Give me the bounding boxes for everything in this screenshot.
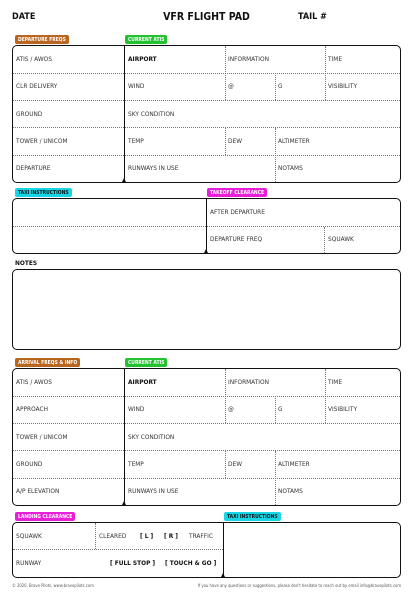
arr-ap-elevation: A/P ELEVATION [16,487,60,495]
landing-right-option: [ R ] [164,532,178,540]
arr-notams: NOTAMS [278,487,303,495]
landing-runway: RUNWAY [16,559,42,567]
takeoff-squawk: SQUAWK [328,235,354,243]
arr-temp: TEMP [128,460,144,468]
arr-freq-tower: TOWER / UNICOM [16,433,68,441]
dep-notams: NOTAMS [278,164,303,172]
arr-dew: DEW [228,460,242,468]
arrival-box [12,368,401,506]
arrival-atis-tag: CURRENT ATIS [125,358,167,367]
landing-taxi-tag: TAXI INSTRUCTIONS [224,512,281,521]
arr-airport: AIRPORT [128,378,157,386]
arrival-divider [124,369,125,505]
departure-divider [124,46,125,182]
arr-sky: SKY CONDITION [128,433,175,441]
dep-gust: G [278,82,283,90]
dep-airport: AIRPORT [128,55,157,63]
landing-full-stop: [ FULL STOP ] [110,559,156,567]
dep-temp: TEMP [128,137,144,145]
notes-label: NOTES [15,259,38,267]
tail-label: TAIL # [298,12,327,22]
footer-copyright: © 2020, Brave Pilots, www.bravepilots.com [12,583,94,588]
dep-dew: DEW [228,137,242,145]
landing-left-option: [ L ] [140,532,154,540]
landing-marker [221,573,225,577]
landing-traffic: TRAFFIC [189,532,213,540]
arr-freq-approach: APPROACH [16,405,48,413]
departure-freqs-tag: DEPARTURE FREQS [15,35,69,44]
departure-freq: DEPARTURE FREQ [210,235,263,243]
dep-wind: WIND [128,82,145,90]
dep-wind-at: @ [228,82,234,90]
departure-box [12,45,401,183]
landing-box [12,522,401,578]
dep-freq-clr: CLR DELIVERY [16,82,58,90]
landing-cleared: CLEARED [99,532,127,540]
taxi-marker [204,249,208,253]
dep-visibility: VISIBILITY [328,82,358,90]
arr-freq-ground: GROUND [16,460,43,468]
arrival-freqs-tag: ARRIVAL FREQS & INFO [15,358,80,367]
landing-divider [223,523,224,577]
landing-touch-go: [ TOUCH & GO ] [165,559,217,567]
dep-freq-tower: TOWER / UNICOM [16,137,68,145]
landing-clearance-tag: LANDING CLEARANCE [15,512,75,521]
dep-time: TIME [328,55,343,63]
arr-freq-atis: ATIS / AWOS [16,378,52,386]
departure-marker [122,178,126,182]
takeoff-clearance-tag: TAKEOFF CLEARANCE [207,188,267,197]
arr-altimeter: ALTIMETER [278,460,310,468]
dep-altimeter: ALTIMETER [278,137,310,145]
arr-wind: WIND [128,405,145,413]
dep-freq-ground: GROUND [16,110,43,118]
arr-wind-at: @ [228,405,234,413]
after-departure: AFTER DEPARTURE [210,208,265,216]
footer-contact: If you have any questions or suggestions, please don't hesitate to reach out by email info@bravepilots.com [197,583,401,588]
arrival-marker [122,501,126,505]
dep-freq-atis: ATIS / AWOS [16,55,52,63]
date-label: DATE [12,12,36,22]
arr-visibility: VISIBILITY [328,405,358,413]
page-title: VFR FLIGHT PAD [163,11,250,23]
dep-runways: RUNWAYS IN USE [128,164,179,172]
arr-time: TIME [328,378,343,386]
dep-information: INFORMATION [228,55,269,63]
landing-squawk: SQUAWK [16,532,42,540]
arr-runways: RUNWAYS IN USE [128,487,179,495]
notes-box [12,269,401,350]
dep-sky: SKY CONDITION [128,110,175,118]
departure-atis-tag: CURRENT ATIS [125,35,167,44]
dep-freq-departure: DEPARTURE [16,164,51,172]
taxi-instructions-tag: TAXI INSTRUCTIONS [15,188,72,197]
arr-information: INFORMATION [228,378,269,386]
arr-gust: G [278,405,283,413]
